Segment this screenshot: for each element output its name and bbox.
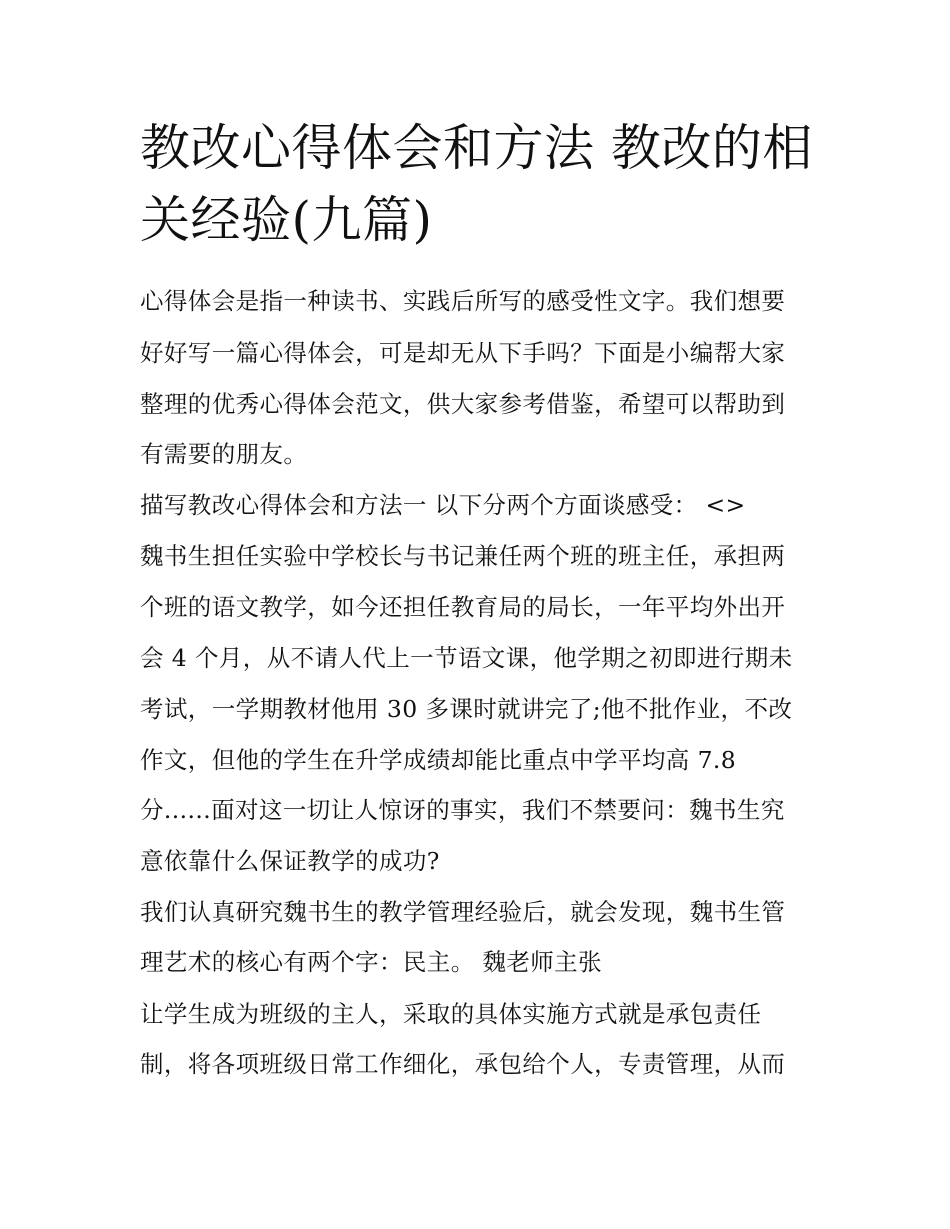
body-line: 会 4 个月，从不请人代上一节语文课，他学期之初即进行期未: [140, 644, 793, 672]
body-line: 让学生成为班级的主人，采取的具体实施方式就是承包责任: [140, 1000, 762, 1028]
body-line: 理艺术的核心有两个字：民主。 魏老师主张: [140, 948, 602, 976]
body-line: 考试，一学期教材他用 30 多课时就讲完了;他不批作业，不改: [140, 695, 793, 723]
body-line: 有需要的朋友。: [140, 440, 308, 468]
body-line: 好好写一篇心得体会，可是却无从下手吗？下面是小编帮大家: [140, 339, 786, 367]
body-line: 分......面对这一切让人惊讶的事实，我们不禁要问：魏书生究: [140, 796, 785, 824]
body-line: 个班的语文教学，如今还担任教育局的局长，一年平均外出开: [140, 593, 786, 621]
document-title: [140, 112, 830, 256]
body-line: 意依靠什么保证教学的成功?: [140, 847, 440, 875]
body-line: 魏书生担任实验中学校长与书记兼任两个班的班主任，承担两: [140, 542, 786, 570]
body-line: 整理的优秀心得体会范文，供大家参考借鉴，希望可以帮助到: [140, 390, 786, 418]
body-line: 我们认真研究魏书生的教学管理经验后，就会发现，魏书生管: [140, 898, 786, 926]
body-line: 制，将各项班级日常工作细化，承包给个人，专责管理，从而: [140, 1050, 786, 1078]
title-line: 关经验(九篇): [140, 191, 433, 249]
body-line: 作文，但他的学生在升学成绩却能比重点中学平均高 7.8: [140, 746, 737, 774]
body-line: 心得体会是指一种读书、实践后所写的感受性文字。我们想要: [140, 287, 786, 315]
title-line: 教改心得体会和方法 教改的相: [140, 119, 813, 177]
body-line: 描写教改心得体会和方法一 以下分两个方面谈感受： <>: [140, 491, 746, 519]
